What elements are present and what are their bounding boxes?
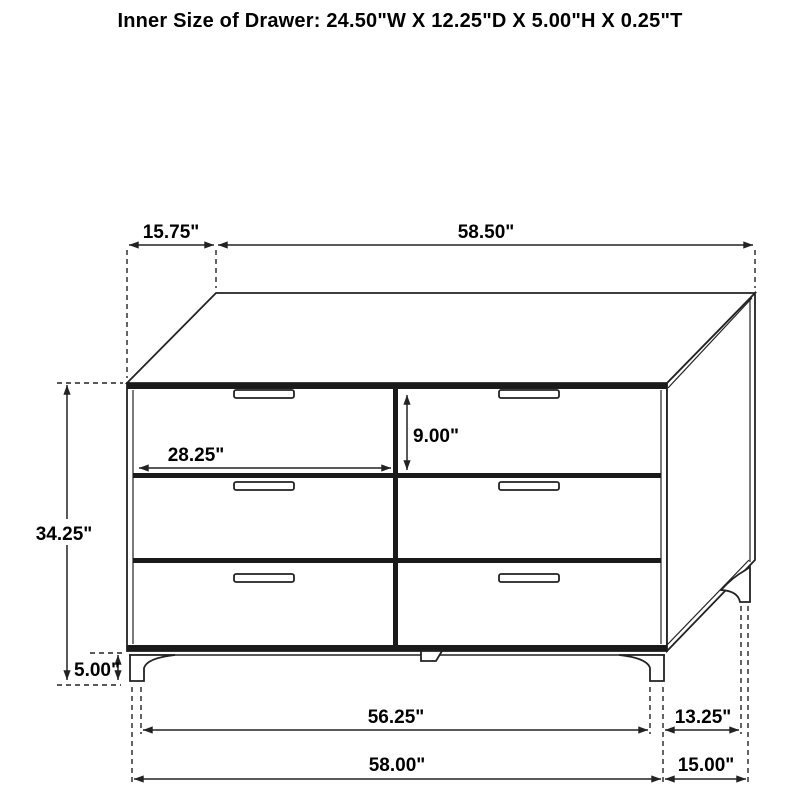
dimension-leg-height [74,655,120,681]
label-leg-height: 5.00" [74,660,120,681]
label-overall-height: 34.25" [35,524,93,545]
label-top-width: 58.50" [457,222,515,243]
dimension-base-width [134,755,661,779]
drawer-handle-middle-left [234,482,294,490]
diagram-title: Inner Size of Drawer: 24.50"W X 12.25"D X 5.00"H X 0.25"T [117,10,683,32]
dimension-overall-height [33,385,95,680]
dimension-base-depth [665,755,746,779]
dimension-leg-span-depth [665,707,739,730]
label-base-width: 58.00" [368,755,426,776]
top-face [127,293,755,383]
label-base-depth: 15.00" [677,755,735,776]
foot-center [421,651,442,661]
dimension-top-width [218,222,753,245]
label-leg-span-depth: 13.25" [674,707,732,728]
drawer-handle-middle-right [499,482,559,490]
dimension-top-depth [129,222,214,245]
label-top-depth: 15.75" [142,222,200,243]
drawer-handle-top-right [499,390,559,398]
drawer-divider-center [393,389,398,645]
label-drawer-height: 9.00" [413,426,459,447]
label-drawer-width: 28.25" [167,445,225,466]
label-leg-span-width: 56.25" [367,707,425,728]
dresser-body [127,293,755,681]
bottom-edge-band [127,645,667,651]
dimension-leg-span-width [143,707,648,730]
leg-front-right [619,655,664,681]
drawer-handle-top-left [234,390,294,398]
drawer-handle-bottom-right [499,574,559,582]
leg-front-left [130,655,175,681]
drawer-handle-bottom-left [234,574,294,582]
top-edge-band [127,383,667,389]
